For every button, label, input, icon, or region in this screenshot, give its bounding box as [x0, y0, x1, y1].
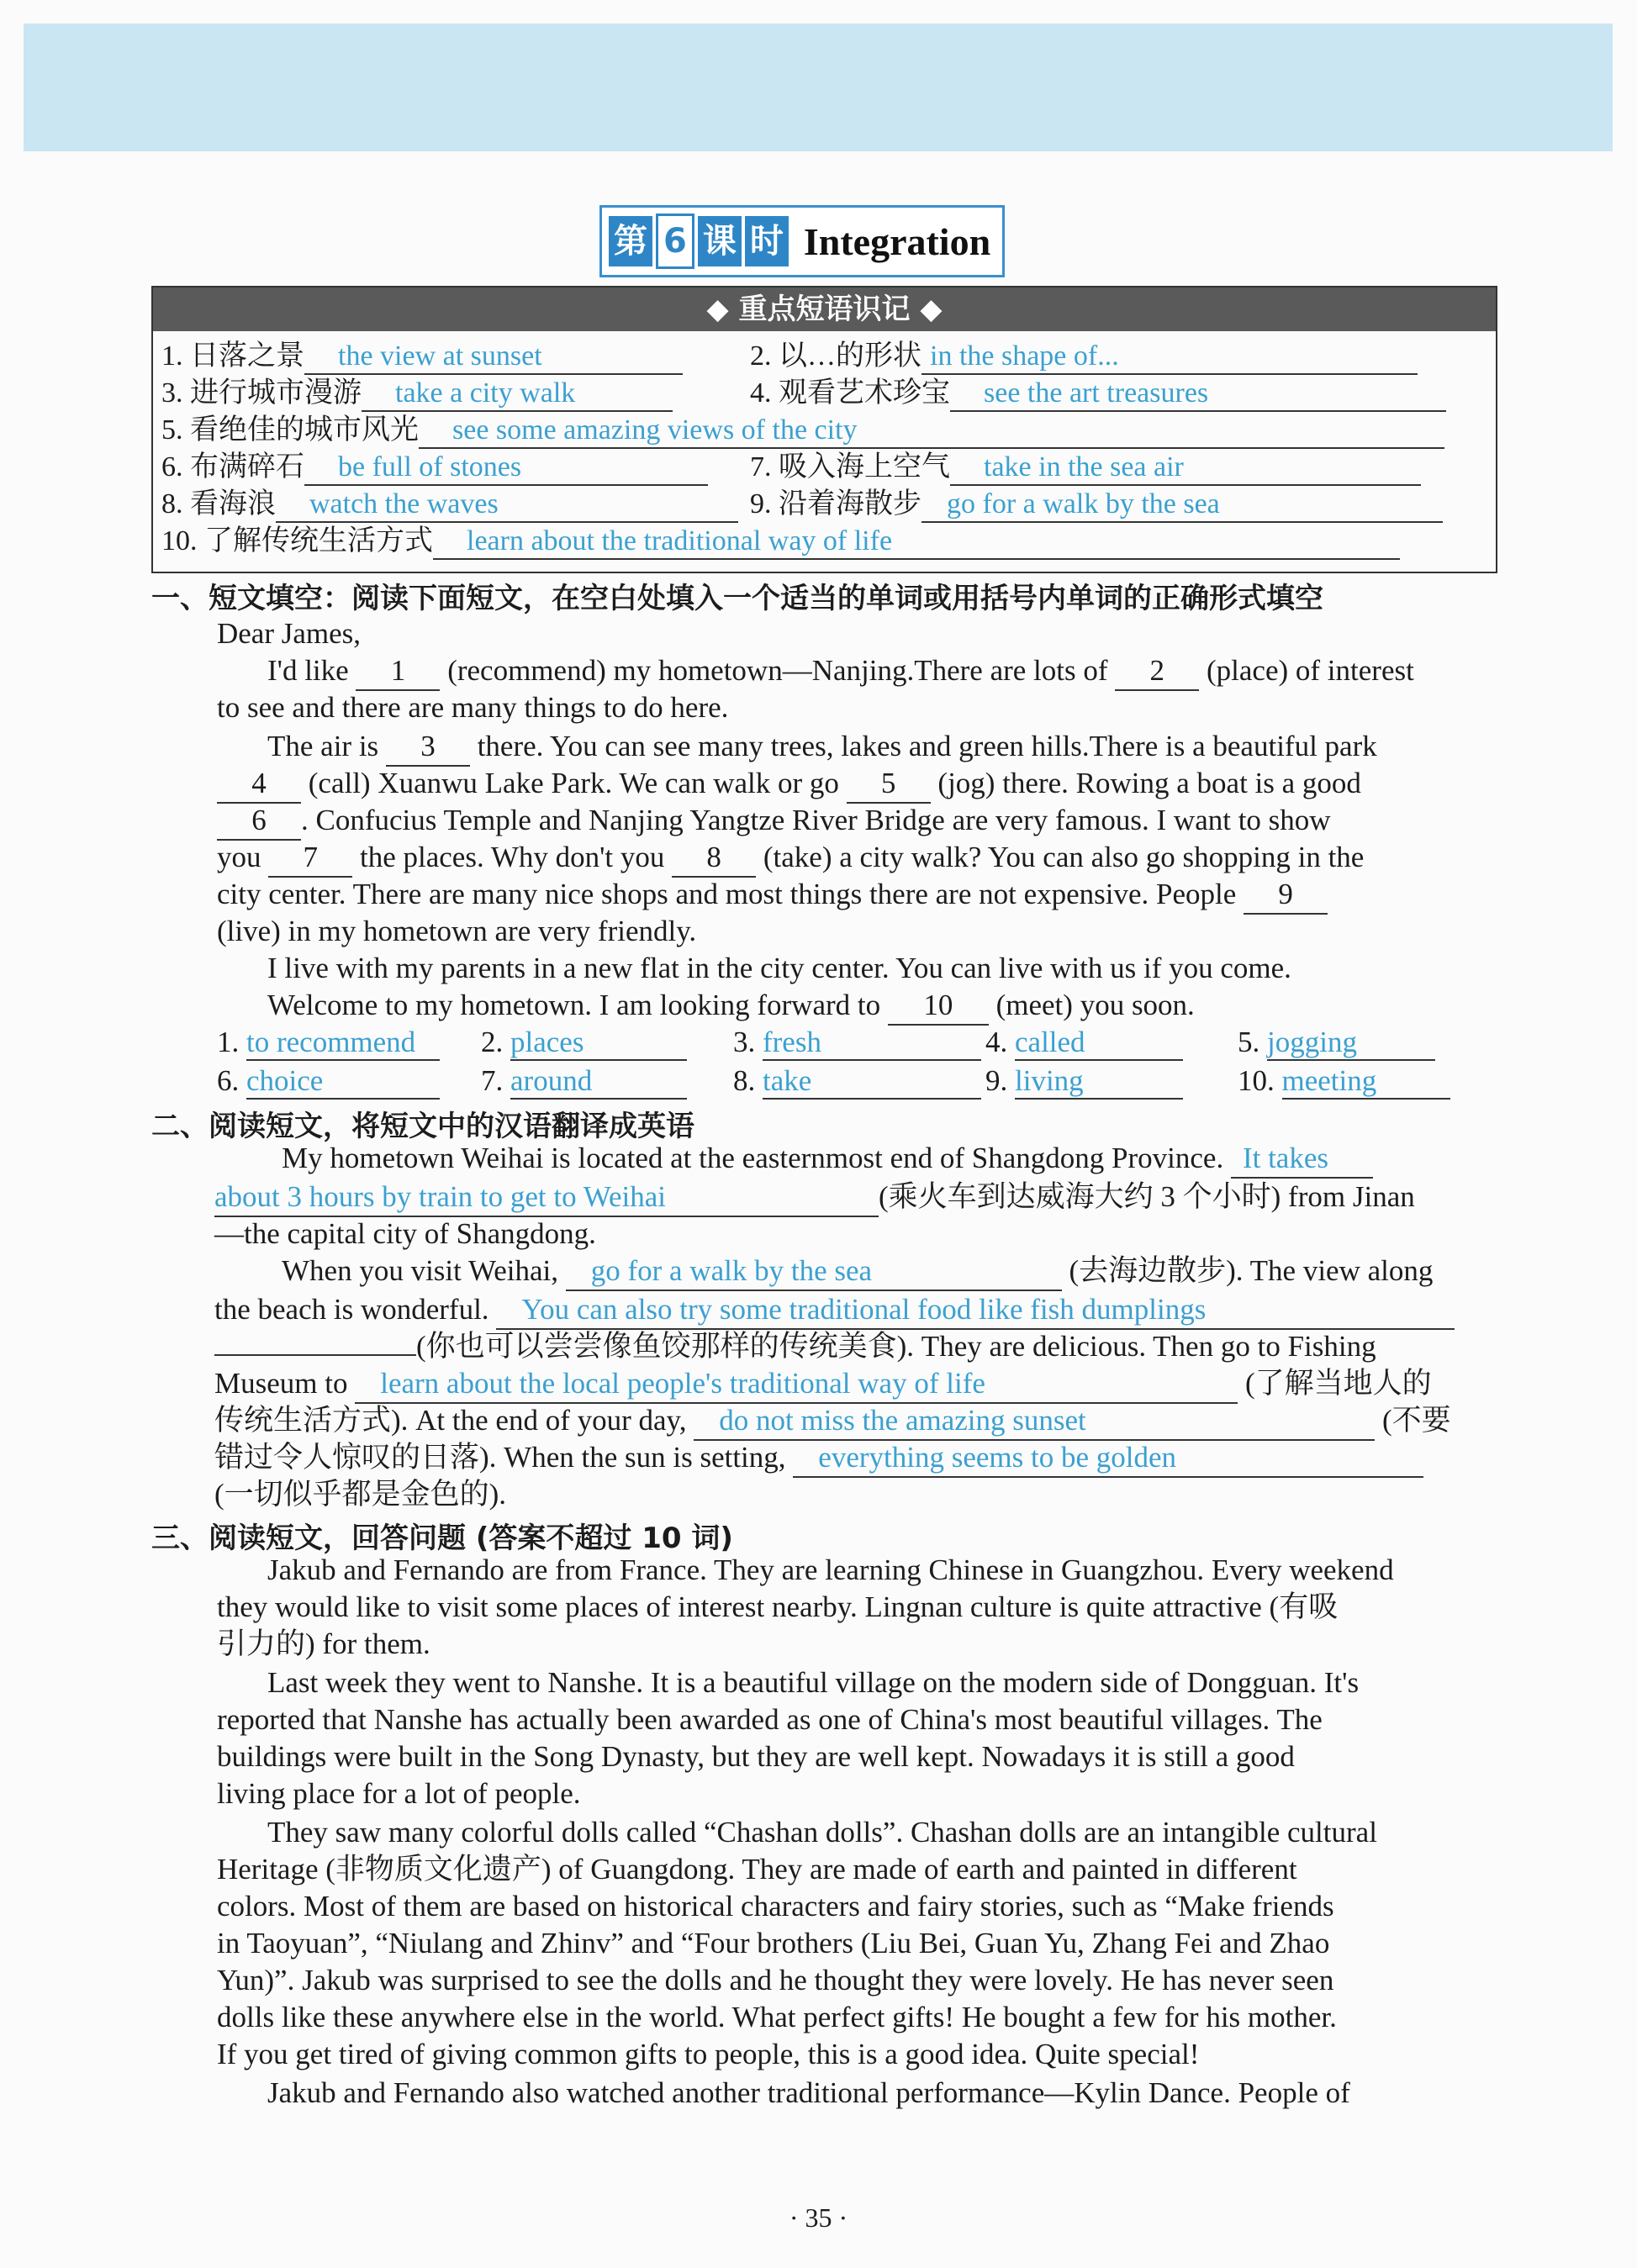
phrase-item: 7. 吸入海上空气 take in the sea air: [750, 451, 1421, 486]
phrase-item: 3. 进行城市漫游 take a city walk: [161, 377, 673, 412]
passage-line: I live with my parents in a new flat in the city center. You can live with us if you come.: [267, 952, 1291, 984]
passage-line: Welcome to my hometown. I am looking forward to 10 (meet) you soon.: [267, 987, 1195, 1026]
phrase-box: [151, 286, 1497, 573]
phrase-item: 10. 了解传统生活方式 learn about the traditional way of life: [161, 525, 1400, 560]
header-banner: [24, 24, 1613, 151]
passage-line: 传统生活方式). At the end of your day, do not miss the amazing sunset (不要: [214, 1402, 1451, 1441]
passage-line: you 7 the places. Why don't you 8 (take) a city walk? You can also go shopping in the: [217, 839, 1364, 878]
passage-line: They saw many colorful dolls called “Chashan dolls”. Chashan dolls are an intangible cultural: [267, 1816, 1377, 1849]
lesson-suffix-2: 时: [745, 216, 789, 266]
phrase-item: 5. 看绝佳的城市风光 see some amazing views of the city: [161, 414, 1444, 449]
passage-line: Last week they went to Nanshe. It is a beautiful village on the modern side of Dongguan. It's: [267, 1666, 1360, 1699]
letter-greeting: Dear James,: [217, 617, 362, 650]
lesson-prefix: 第: [609, 216, 652, 266]
answer-item: 2. places: [481, 1026, 687, 1061]
passage-line: (一切似乎都是金色的).: [214, 1478, 507, 1511]
passage-line: in Taoyuan”, “Niulang and Zhinv” and “Four brothers (Liu Bei, Guan Yu, Zhang Fei and Zhao: [217, 1927, 1330, 1959]
answer-item: 8. take: [733, 1064, 981, 1100]
passage-line: My hometown Weihai is located at the easternmost end of Shangdong Province. It takes: [282, 1140, 1373, 1179]
passage-line: colors. Most of them are based on historical characters and fairy stories, such as “Make friends: [217, 1890, 1334, 1923]
phrase-item: 9. 沿着海散步 go for a walk by the sea: [750, 488, 1443, 523]
passage-line: Museum to learn about the local people's traditional way of life (了解当地人的: [214, 1365, 1432, 1404]
passage-line: The air is 3 there. You can see many trees, lakes and green hills.There is a beautiful park: [267, 728, 1377, 767]
passage-line: living place for a lot of people.: [217, 1777, 581, 1810]
phrase-header: ◆ 重点短语识记 ◆: [153, 287, 1496, 331]
section-2-title: 二、阅读短文，将短文中的汉语翻译成英语: [151, 1110, 694, 1143]
passage-line: Heritage (非物质文化遗产) of Guangdong. They are made of earth and painted in different: [217, 1853, 1297, 1886]
phrase-item: 2. 以…的形状 in the shape of...: [750, 340, 1418, 375]
phrase-item: 4. 观看艺术珍宝 see the art treasures: [750, 377, 1446, 412]
answer-item: 6. choice: [217, 1064, 440, 1100]
passage-line: about 3 hours by train to get to Weihai (乘火车到达威海大约 3 个小时) from Jinan: [214, 1179, 1415, 1217]
lesson-name: Integration: [803, 219, 991, 263]
passage-line: dolls like these anywhere else in the world. What perfect gifts! He bought a few for his mother.: [217, 2001, 1337, 2033]
phrase-item: 6. 布满碎石 be full of stones: [161, 451, 708, 486]
passage-line: —the capital city of Shangdong.: [214, 1217, 596, 1250]
passage-line: 6 . Confucius Temple and Nanjing Yangtze River Bridge are very famous. I want to show: [217, 802, 1331, 841]
passage-line: Yun)”. Jakub was surprised to see the dolls and he thought they were lovely. He has never seen: [217, 1964, 1334, 1996]
passage-line: buildings were built in the Song Dynasty, but they are well kept. Nowadays it is still a good: [217, 1740, 1295, 1773]
passage-line: they would like to visit some places of interest nearby. Lingnan culture is quite attractive (有吸: [217, 1590, 1339, 1623]
answer-item: 9. living: [985, 1064, 1183, 1100]
lesson-number: 6: [656, 214, 694, 269]
passage-line: to see and there are many things to do here.: [217, 691, 729, 724]
answer-item: 5. jogging: [1238, 1026, 1435, 1061]
phrase-item: 1. 日落之景 the view at sunset: [161, 340, 683, 375]
lesson-title: [599, 205, 1005, 277]
answer-item: 3. fresh: [733, 1026, 981, 1061]
passage-line: If you get tired of giving common gifts to people, this is a good idea. Quite special!: [217, 2038, 1200, 2070]
phrase-item: 8. 看海浪 watch the waves: [161, 488, 738, 523]
lesson-suffix-1: 课: [698, 216, 742, 266]
passage-line: (live) in my hometown are very friendly.: [217, 915, 697, 947]
passage-line: reported that Nanshe has actually been awarded as one of China's most beautiful villages. The: [217, 1703, 1323, 1736]
passage-line: the beach is wonderful. You can also try some traditional food like fish dumplings: [214, 1291, 1455, 1330]
passage-line: 4 (call) Xuanwu Lake Park. We can walk or go 5 (jog) there. Rowing a boat is a good: [217, 765, 1361, 804]
answer-item: 1. to recommend: [217, 1026, 440, 1061]
passage-line: 引力的) for them.: [217, 1627, 430, 1660]
passage-line: city center. There are many nice shops and most things there are not expensive. People 9: [217, 876, 1328, 915]
page-number: · 35 ·: [789, 2202, 848, 2233]
section-3-title: 三、阅读短文，回答问题 (答案不超过 10 词): [151, 1522, 733, 1555]
passage-line: 错过令人惊叹的日落). When the sun is setting, everything seems to be golden: [214, 1439, 1423, 1478]
answer-item: 10. meeting: [1238, 1064, 1450, 1100]
section-1-title: 一、短文填空：阅读下面短文，在空白处填入一个适当的单词或用括号内单词的正确形式填空: [151, 582, 1323, 615]
passage-line: (你也可以尝尝像鱼饺那样的传统美食). They are delicious. Then go to Fishing: [214, 1328, 1376, 1365]
passage-line: Jakub and Fernando are from France. They are learning Chinese in Guangzhou. Every weekend: [267, 1553, 1394, 1586]
answer-item: 7. around: [481, 1064, 687, 1100]
passage-line: When you visit Weihai, go for a walk by the sea (去海边散步). The view along: [282, 1253, 1433, 1291]
passage-line: I'd like 1 (recommend) my hometown—Nanjing.There are lots of 2 (place) of interest: [267, 652, 1414, 691]
passage-line: Jakub and Fernando also watched another traditional performance—Kylin Dance. People of: [267, 2076, 1350, 2109]
answer-item: 4. called: [985, 1026, 1183, 1061]
